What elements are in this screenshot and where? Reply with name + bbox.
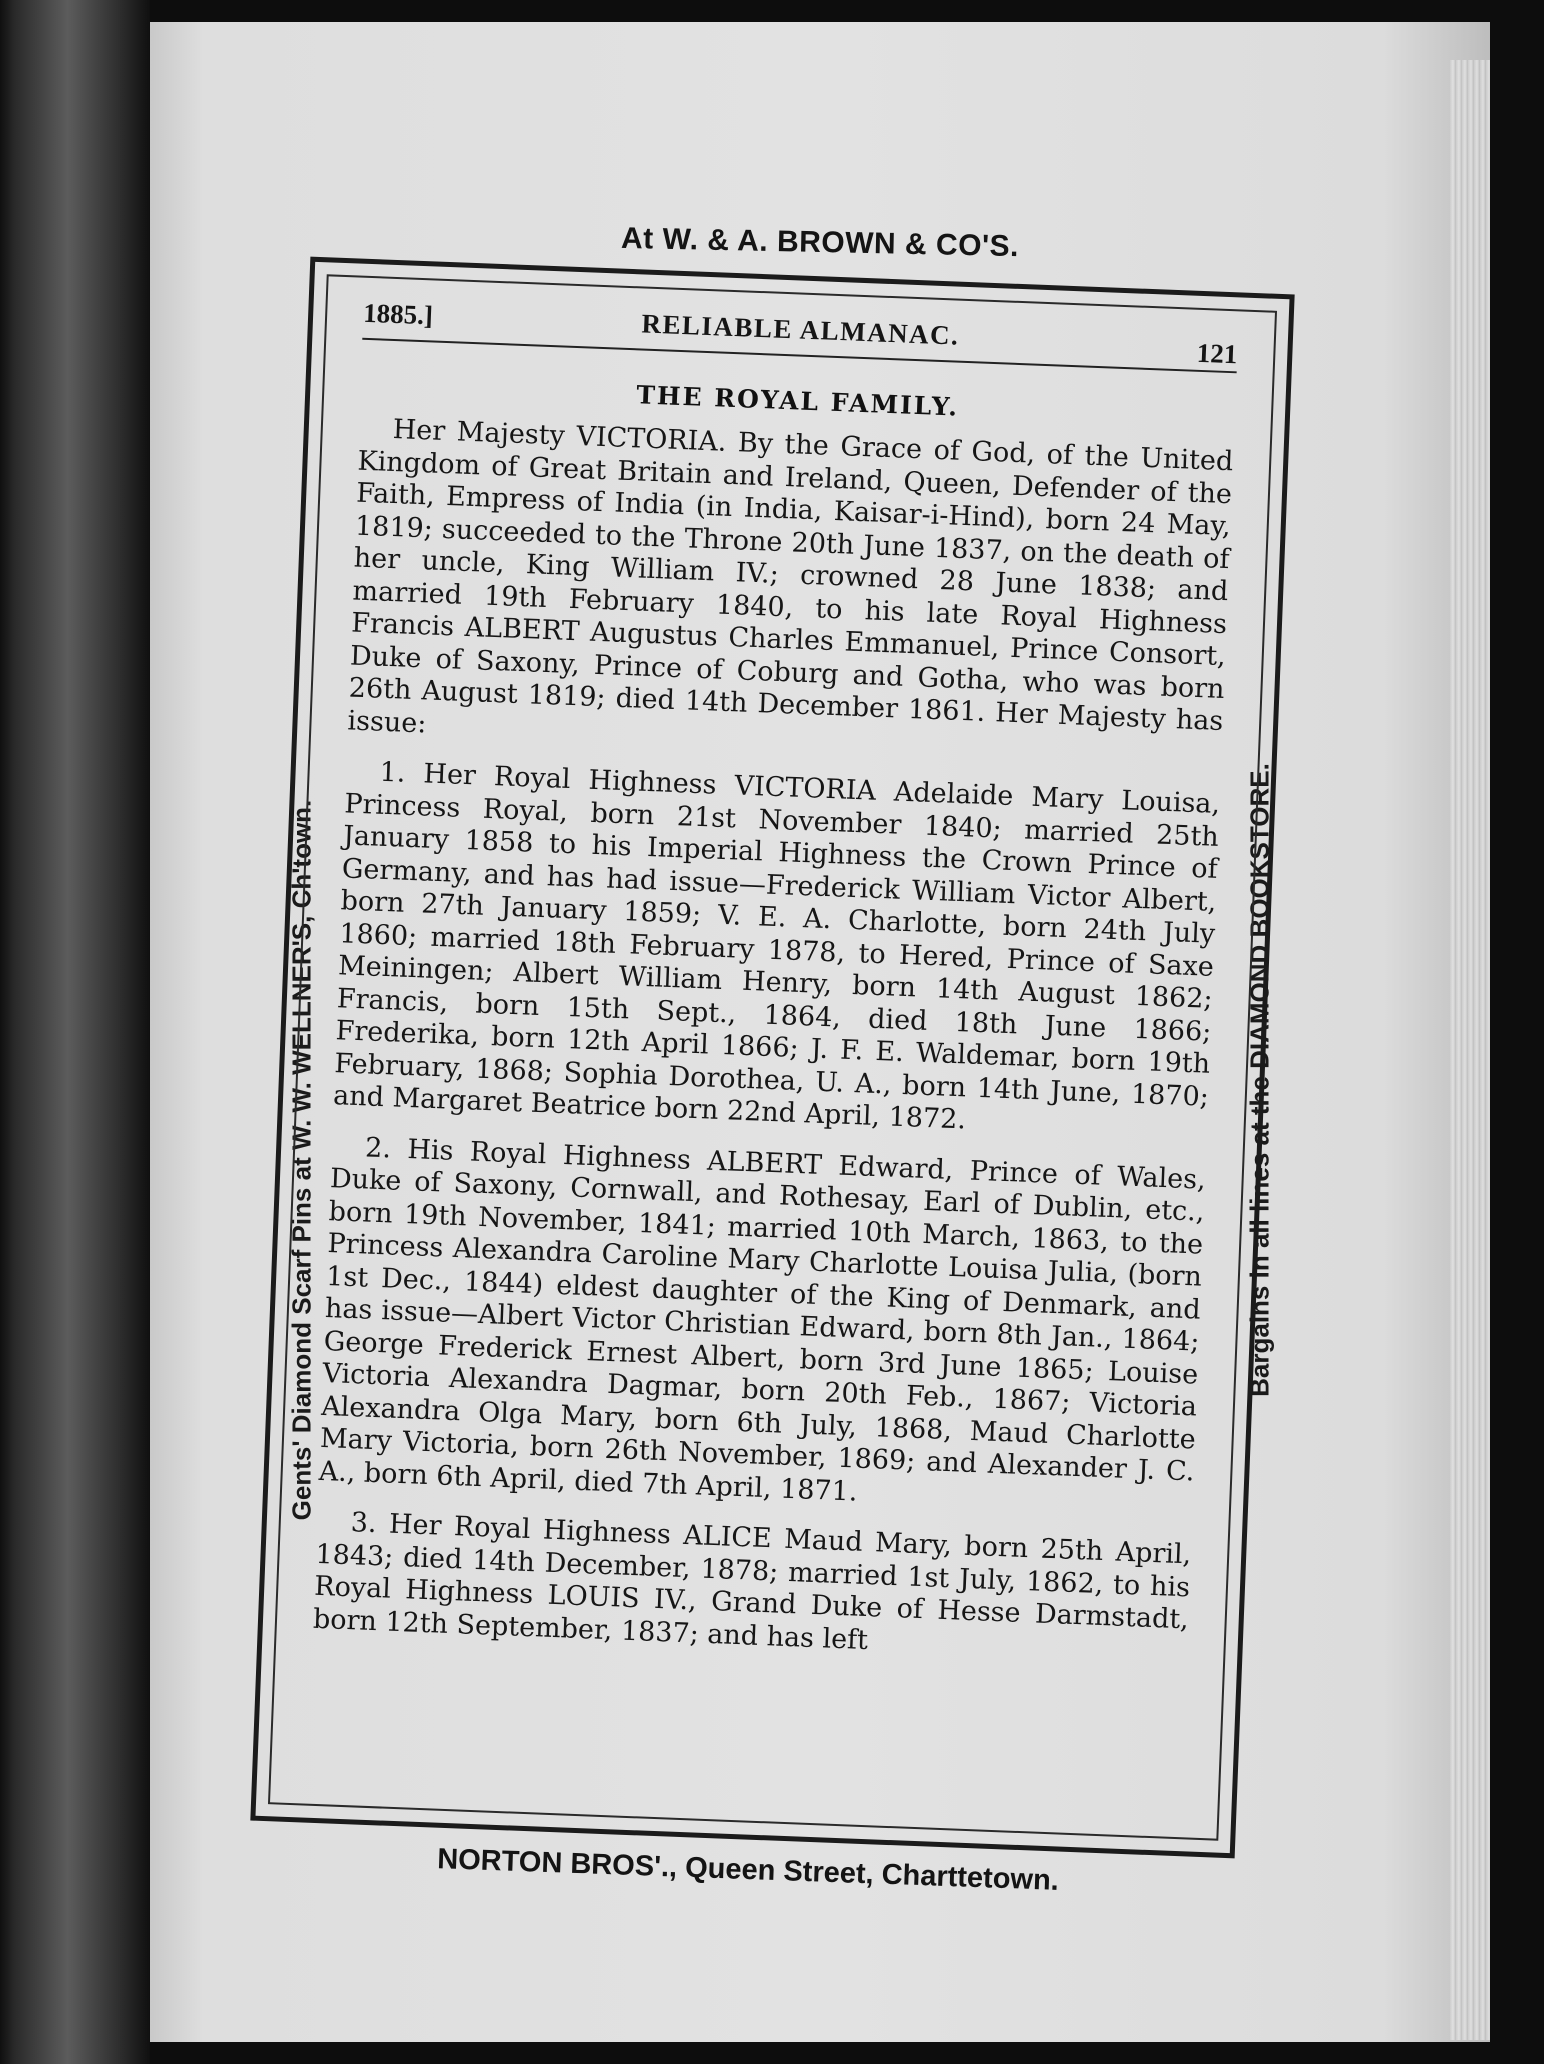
page-border — [250, 257, 1294, 1859]
page-number: 121 — [1196, 337, 1238, 370]
paragraph-intro: Her Majesty VICTORIA. By the Grace of God, of the United Kingdom of Great Britain and Ireland, Queen, Defender of the Faith, Empress of India (in India, Kaisar-i-Hind), born 24 May, 1819; succeeded to the Throne 20th June 1837, on the death of her uncle, King William IV.; crowned 28 June 1838; and married 19th February 1840, to his late Royal Highness Francis ALBERT Augustus Charles Emmanuel, Prince Consort, Duke of Saxony, Prince of Coburg and Gotha, who was born 26th August 1819; died 14th December 1861. Her Majesty has issue: — [347, 413, 1234, 739]
running-head-year: 1885.] — [362, 297, 434, 331]
right-margin-advertisement: Bargains in all lines at the DIAMOND BOOKSTORE. — [1244, 763, 1275, 1397]
section-title: THE ROYAL FAMILY. — [635, 380, 960, 422]
body-text — [312, 413, 1233, 1670]
left-margin-advertisement: Gents' Diamond Scarf Pins at W. W. WELLNER'S, Ch'town. — [286, 799, 317, 1521]
running-head-title: RELIABLE ALMANAC. — [640, 308, 960, 351]
header-advertisement: At W. & A. BROWN & CO'S. — [620, 221, 1020, 264]
running-head — [362, 294, 1238, 374]
page-stack-edge — [1450, 60, 1490, 2040]
paragraph-issue-1: 1. Her Royal Highness VICTORIA Adelaide Mary Louisa, Princess Royal, born 21st November 1840; married 25th January 1858 to his Imperial Highness the Crown Prince of Germany, and has had issue—Frederick William Victor Albert, born 27th January 1859; V. E. A. Charlotte, born 24th July 1860; married 18th February 1878, to Hered, Prince of Saxe Meiningen; Albert William Henry, born 14th August 1862; Francis, born 15th Sept., 1864, died 18th June 1866; Frederika, born 12th April 1866; J. F. E. Waldemar, born 19th February, 1868; Sophia Dorothea, U. A., born 14th June, 1870; and Margaret Beatrice born 22nd April, 1872. — [332, 756, 1221, 1136]
paragraph-issue-2: 2. His Royal Highness ALBERT Edward, Prince of Wales, Duke of Saxony, Cornwall, and Rothesay, Earl of Dublin, etc., born 19th November, 1841; married 10th March, 1863, to the Princess Alexandra Caroline Mary Charlotte Louisa Julia, (born 1st Dec., 1844) eldest daughter of the King of Denmark, and has issue—Albert Victor Christian Edward, born 8th Jan., 1864; George Frederick Ernest Albert, born 3rd June 1865; Louise Victoria Alexandra Dagmar, born 20th Feb., 1867; Victoria Alexandra Olga Mary, born 6th July, 1868, Maud Charlotte Mary Victoria, born 26th November, 1869; and Alexander J. C. A., born 6th April, died 7th April, 1871. — [318, 1131, 1207, 1508]
page-content — [268, 274, 1277, 1840]
facing-page-edge — [0, 0, 150, 2064]
footer-advertisement: NORTON BROS'., Queen Street, Charttetown. — [436, 1843, 1060, 1897]
paragraph-issue-3: 3. Her Royal Highness ALICE Maud Mary, born 25th April, 1843; died 14th December, 1878; married 1st July, 1862, to his Royal Highness LOUIS IV., Grand Duke of Hesse Darmstadt, born 12th September, 1837; and has left — [312, 1507, 1192, 1656]
